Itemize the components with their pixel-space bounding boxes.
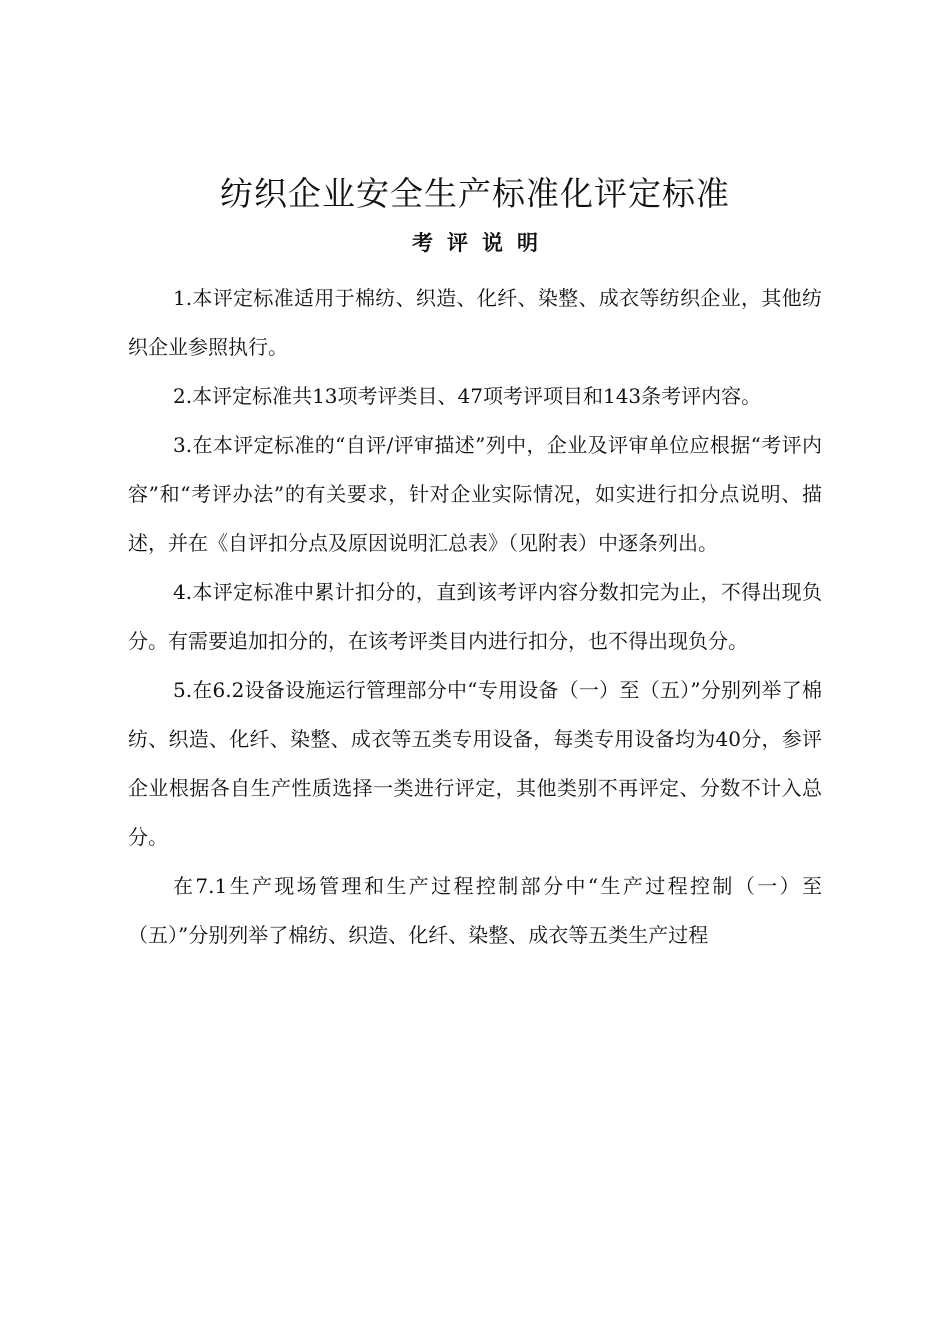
document-body (128, 274, 822, 960)
document-title: 纺织企业安全生产标准化评定标准 (220, 174, 730, 213)
paragraph-4: 4.本评定标准中累计扣分的，直到该考评内容分数扣完为止，不得出现负分。有需要追加扣分的，在该考评类目内进行扣分，也不得出现负分。 (128, 580, 822, 653)
paragraph-2: 2.本评定标准共13项考评类目、47项考评项目和143条考评内容。 (173, 384, 762, 408)
paragraph-6: 在7.1生产现场管理和生产过程控制部分中“生产过程控制（一）至（五）”分别列举了棉纺、织造、化纤、染整、成衣等五类生产过程 (128, 874, 822, 947)
paragraph-1: 1.本评定标准适用于棉纺、织造、化纤、染整、成衣等纺织企业，其他纺织企业参照执行。 (128, 286, 822, 359)
section-heading: 考评说明 (412, 231, 552, 255)
paragraph-3: 3.在本评定标准的“自评/评审描述”列中，企业及评审单位应根据“考评内容”和“考评办法”的有关要求，针对企业实际情况，如实进行扣分点说明、描述，并在《自评扣分点及原因说明汇总表》（见附表）中逐条列出。 (128, 433, 822, 555)
paragraph-5: 5.在6.2设备设施运行管理部分中“专用设备（一）至（五）”分别列举了棉纺、织造、化纤、染整、成衣等五类专用设备，每类专用设备均为40分，参评企业根据各自生产性质选择一类进行评定，其他类别不再评定、分数不计入总分。 (128, 678, 822, 849)
